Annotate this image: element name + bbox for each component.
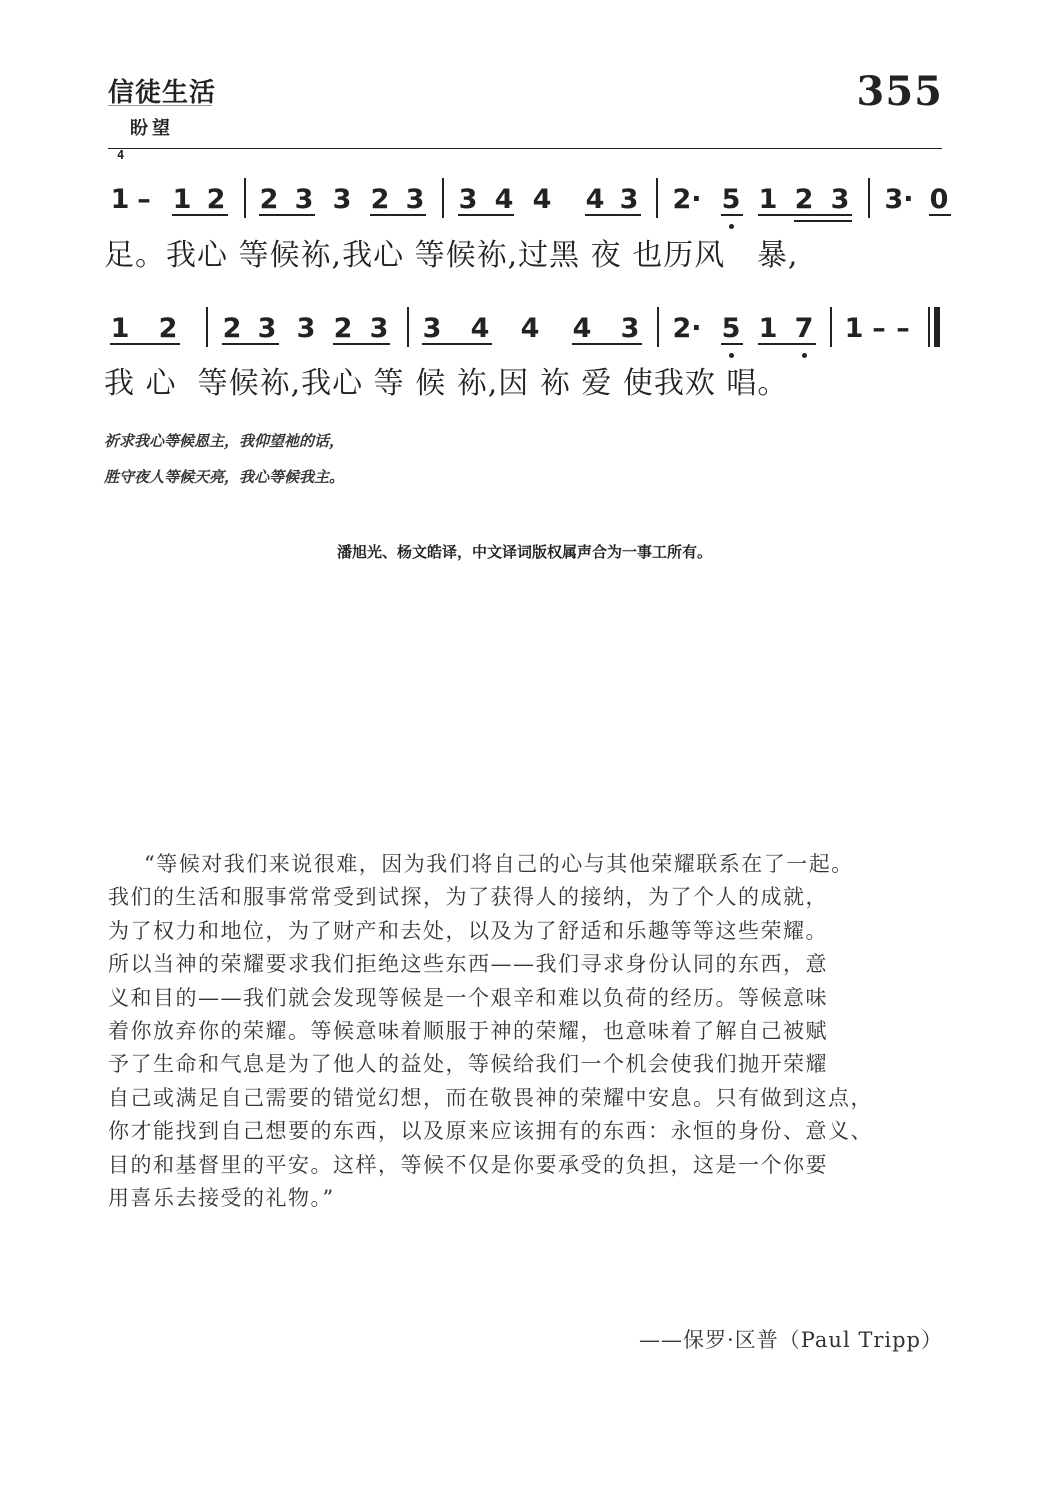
note: 3 [619,184,639,215]
note: 2 [222,313,242,344]
note: 4 [572,313,592,344]
hymn-subtitle: 盼望 [130,118,174,139]
note: 3 [294,184,314,215]
verse-line-2: 胜守夜人等候天亮，我心等候我主。 [104,468,345,486]
underline [333,343,390,345]
note: 1 [844,313,864,344]
note: 1 [110,184,130,215]
bar-line [244,178,246,218]
note: 3 [620,313,640,344]
note: 3 [458,184,478,215]
quote-block [108,848,944,1215]
score-line-1 [0,184,1049,224]
note: – [896,313,910,344]
underline [370,214,426,216]
bar-line [206,307,208,347]
underline [929,214,951,216]
note: 1 [110,313,130,344]
note: 3 [405,184,425,215]
note: 4 [532,184,552,215]
translation-credit: 潘旭光、杨文皓译，中文译词版权属声合为一事工所有。 [336,543,712,561]
quote-attribution: ——保罗·区普（Paul Tripp） [639,1328,943,1352]
final-bar-thick [934,307,940,347]
quote-line: 你才能找到自己想要的东西，以及原来应该拥有的东西：永恒的身份、意义、 [108,1119,873,1144]
page-number: 355 [856,68,943,115]
quote-line: 所以当神的荣耀要求我们拒绝这些东西——我们寻求身份认同的东西，意 [108,952,828,977]
low-octave-dot [802,353,807,358]
underline [172,214,228,216]
note: 1 [758,184,778,215]
note: 3 [422,313,442,344]
underline [422,343,492,345]
quote-line: 用喜乐去接受的礼物。” [108,1186,335,1211]
underline [794,220,852,222]
note: 3 [369,313,389,344]
quote-line: 自己或满足自己需要的错觉幻想，而在敬畏神的荣耀中安息。只有做到这点， [108,1085,873,1110]
note: 2 [158,313,178,344]
note: 4 [585,184,605,215]
note: 3· [884,184,914,215]
note: 3 [332,184,352,215]
underline [110,343,180,345]
lyrics-line-2: 我 心 等候袮,我心 等 候 袮,因 袮 爱 使我欢 唱。 [104,366,789,401]
score-top-rule [108,148,942,149]
quote-line: 着你放弃你的荣耀。等候意味着顺服于神的荣耀，也意味着了解自己被赋 [108,1019,828,1044]
score-mark: 4 [117,148,125,162]
note: 4 [470,313,490,344]
bar-line [442,178,444,218]
note: 2 [794,184,814,215]
underline [585,214,641,216]
low-octave-dot [729,224,734,229]
note: 2· [672,184,702,215]
quote-line: 义和目的——我们就会发现等候是一个艰辛和难以负荷的经历。等候意味 [108,985,828,1010]
quote-line: 目的和基督里的平安。这样，等候不仅是你要承受的负担，这是一个你要 [108,1152,828,1177]
note: 1 [172,184,192,215]
bar-line [407,307,409,347]
final-bar-thin [928,307,930,347]
note: 5 [721,184,741,215]
bar-line [830,307,832,347]
quote-line: 予了生命和气息是为了他人的益处，等候给我们一个机会使我们抛开荣耀 [108,1052,828,1077]
lyrics-line-1: 足。我心 等候袮,我心 等候袮,过黑 夜 也历风 暴, [104,238,799,273]
underline [458,214,514,216]
note: 4 [494,184,514,215]
note: 3 [257,313,277,344]
verse-line-1: 祈求我心等候恩主，我仰望祂的话， [104,432,345,450]
note: 3 [830,184,850,215]
title-underline [108,105,212,106]
note: 2 [206,184,226,215]
note: 4 [520,313,540,344]
note: 7 [794,313,814,344]
note: 1 [758,313,778,344]
bar-line [656,178,658,218]
bar-line [657,307,659,347]
note: 5 [721,313,741,344]
note: 2· [672,313,702,344]
underline [721,214,743,216]
quote-line: “等候对我们来说很难，因为我们将自己的心与其他荣耀联系在了一起。 [144,852,854,876]
note: – [872,313,886,344]
note: 2 [370,184,390,215]
note: 3 [296,313,316,344]
bar-line [868,178,870,218]
quote-line: 为了权力和地位，为了财产和去处，以及为了舒适和乐趣等等这些荣耀。 [108,918,828,943]
section-title: 信徒生活 [108,78,217,108]
underline [758,214,852,216]
score-line-2 [0,313,1049,353]
note: 2 [333,313,353,344]
underline [259,214,315,216]
underline [758,343,816,345]
underline [222,343,279,345]
underline [721,343,743,345]
note: 0 [929,184,949,215]
note: – [137,184,151,215]
underline [572,343,642,345]
note: 2 [259,184,279,215]
quote-line: 我们的生活和服事常常受到试探，为了获得人的接纳，为了个人的成就， [108,885,828,910]
